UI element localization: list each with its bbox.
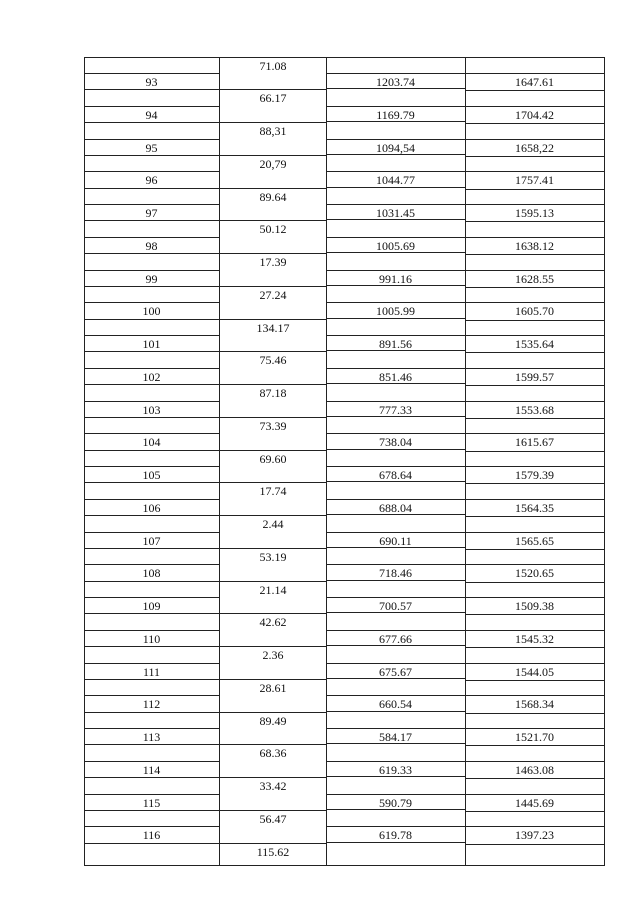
table-row-rule bbox=[326, 401, 605, 402]
table-row-rule bbox=[326, 237, 605, 238]
cell-col2: 17.39 bbox=[259, 255, 287, 269]
table-row-rule bbox=[84, 384, 326, 385]
table-row-rule bbox=[326, 564, 605, 565]
table-row-rule bbox=[326, 826, 605, 827]
table-row-rule bbox=[84, 728, 219, 729]
cell-col2: 134.17 bbox=[256, 321, 290, 335]
cell-col3: 1169.79 bbox=[376, 108, 415, 122]
table-row-rule bbox=[326, 466, 605, 467]
table-row-rule bbox=[84, 843, 326, 844]
table-row-rule bbox=[84, 433, 219, 434]
cell-col2: 73.39 bbox=[259, 419, 287, 433]
cell-col4: 1615.67 bbox=[515, 435, 554, 449]
cell-id: 114 bbox=[142, 763, 161, 777]
cell-col2: 21.14 bbox=[259, 583, 287, 597]
table-top-rule bbox=[84, 57, 605, 58]
cell-col2: 2.44 bbox=[262, 517, 284, 531]
table-vertical-rule bbox=[604, 57, 605, 865]
cell-col4: 1545.32 bbox=[515, 632, 554, 646]
cell-col2: 68.36 bbox=[259, 746, 287, 760]
cell-col4: 1535.64 bbox=[515, 337, 554, 351]
table-row-rule bbox=[84, 712, 326, 713]
cell-col2: 88,31 bbox=[259, 124, 287, 138]
cell-id: 102 bbox=[142, 370, 161, 384]
first-col2-value: 71.08 bbox=[259, 59, 287, 73]
table-row-rule bbox=[326, 302, 605, 303]
cell-id: 98 bbox=[145, 239, 158, 253]
table-row-rule bbox=[326, 318, 465, 319]
cell-col2: 66.17 bbox=[259, 91, 287, 105]
cell-col3: 677.66 bbox=[379, 632, 412, 646]
cell-col4: 1757.41 bbox=[515, 173, 554, 187]
table-row-rule bbox=[465, 254, 605, 255]
table-row-rule bbox=[84, 171, 219, 172]
table-row-rule bbox=[326, 728, 605, 729]
table-row-rule bbox=[84, 73, 219, 74]
table-row-rule bbox=[326, 597, 605, 598]
table-row-rule bbox=[84, 663, 219, 664]
table-row-rule bbox=[326, 139, 605, 140]
table-row-rule bbox=[84, 532, 219, 533]
table-row-rule bbox=[326, 433, 605, 434]
cell-col3: 590.79 bbox=[379, 796, 412, 810]
cell-col3: 1203.74 bbox=[376, 75, 415, 89]
cell-col4: 1565.65 bbox=[515, 534, 554, 548]
cell-col4: 1445.69 bbox=[515, 796, 554, 810]
cell-id: 100 bbox=[142, 304, 161, 318]
table-row-rule bbox=[465, 156, 605, 157]
table-row-rule bbox=[84, 646, 326, 647]
table-row-rule bbox=[465, 287, 605, 288]
table-row-rule bbox=[84, 777, 326, 778]
cell-col4: 1564.35 bbox=[515, 501, 554, 515]
table-row-rule bbox=[84, 204, 219, 205]
table-row-rule bbox=[326, 499, 605, 500]
cell-col4: 1704.42 bbox=[515, 108, 554, 122]
cell-col4: 1599.57 bbox=[515, 370, 554, 384]
cell-col3: 891.56 bbox=[379, 337, 412, 351]
cell-col3: 678.64 bbox=[379, 468, 412, 482]
table-row-rule bbox=[326, 106, 605, 107]
cell-col4: 1605.70 bbox=[515, 304, 554, 318]
table-row-rule bbox=[84, 401, 219, 402]
table-row-rule bbox=[326, 171, 605, 172]
table-row-rule bbox=[84, 761, 219, 762]
table-row-rule bbox=[326, 695, 605, 696]
table-row-rule bbox=[84, 155, 326, 156]
cell-col2: 115.62 bbox=[256, 845, 290, 859]
cell-col3: 619.33 bbox=[379, 763, 412, 777]
cell-id: 110 bbox=[142, 632, 161, 646]
cell-id: 109 bbox=[142, 599, 161, 613]
cell-col3: 1005.99 bbox=[376, 304, 415, 318]
cell-col4: 1520.65 bbox=[515, 566, 554, 580]
cell-col4: 1463.08 bbox=[515, 763, 554, 777]
table-row-rule bbox=[465, 844, 605, 845]
table-row-rule bbox=[465, 483, 605, 484]
table-row-rule bbox=[326, 761, 605, 762]
cell-col2: 69.60 bbox=[259, 452, 287, 466]
cell-col3: 619.78 bbox=[379, 828, 412, 842]
cell-id: 96 bbox=[145, 173, 158, 187]
table-bottom-rule bbox=[84, 865, 605, 866]
table-row-rule bbox=[84, 613, 326, 614]
table-row-rule bbox=[326, 663, 605, 664]
table-row-rule bbox=[84, 597, 219, 598]
cell-col4: 1579.39 bbox=[515, 468, 554, 482]
table-row-rule bbox=[326, 187, 465, 188]
table-row-rule bbox=[465, 352, 605, 353]
table-row-rule bbox=[84, 253, 326, 254]
table-row-rule bbox=[84, 794, 219, 795]
table-row-rule bbox=[84, 335, 219, 336]
cell-col4: 1544.05 bbox=[515, 665, 554, 679]
cell-id: 104 bbox=[142, 435, 161, 449]
cell-col4: 1397.23 bbox=[515, 828, 554, 842]
table-row-rule bbox=[84, 482, 326, 483]
cell-col3: 675.67 bbox=[379, 665, 412, 679]
table-row-rule bbox=[326, 204, 605, 205]
cell-col3: 690.11 bbox=[379, 534, 412, 548]
table-row-rule bbox=[326, 532, 605, 533]
table-row-rule bbox=[84, 188, 326, 189]
table-row-rule bbox=[326, 711, 465, 712]
table-row-rule bbox=[84, 499, 219, 500]
table-row-rule bbox=[465, 614, 605, 615]
cell-col2: 42.62 bbox=[259, 615, 287, 629]
cell-col2: 17.74 bbox=[259, 484, 287, 498]
table-row-rule bbox=[84, 139, 219, 140]
cell-col4: 1553.68 bbox=[515, 403, 554, 417]
cell-col2: 27.24 bbox=[259, 288, 287, 302]
table-row-rule bbox=[84, 450, 326, 451]
table-row-rule bbox=[84, 106, 219, 107]
table-row-rule bbox=[465, 189, 605, 190]
table-row-rule bbox=[326, 270, 605, 271]
table-row-rule bbox=[84, 564, 219, 565]
table-row-rule bbox=[465, 713, 605, 714]
table-row-rule bbox=[84, 220, 326, 221]
table-row-rule bbox=[84, 466, 219, 467]
table-row-rule bbox=[84, 417, 326, 418]
table-row-rule bbox=[465, 221, 605, 222]
table-row-rule bbox=[84, 826, 219, 827]
table-row-rule bbox=[465, 385, 605, 386]
cell-col2: 56.47 bbox=[259, 812, 287, 826]
table-row-rule bbox=[326, 580, 465, 581]
table-row-rule bbox=[326, 335, 605, 336]
cell-id: 97 bbox=[145, 206, 158, 220]
cell-col2: 75.46 bbox=[259, 353, 287, 367]
cell-col4: 1521.70 bbox=[515, 730, 554, 744]
table-row-rule bbox=[84, 368, 219, 369]
cell-id: 116 bbox=[142, 828, 161, 842]
table-vertical-rule bbox=[465, 57, 466, 865]
table-row-rule bbox=[465, 778, 605, 779]
cell-id: 113 bbox=[142, 730, 161, 744]
cell-col3: 718.46 bbox=[379, 566, 412, 580]
table-row-rule bbox=[84, 581, 326, 582]
cell-col3: 1094,54 bbox=[376, 141, 415, 155]
table-row-rule bbox=[84, 237, 219, 238]
cell-id: 103 bbox=[142, 403, 161, 417]
table-row-rule bbox=[84, 270, 219, 271]
cell-col3: 660.54 bbox=[379, 697, 412, 711]
cell-col2: 28.61 bbox=[259, 681, 287, 695]
table-row-rule bbox=[465, 745, 605, 746]
table-row-rule bbox=[84, 515, 326, 516]
table-row-rule bbox=[84, 89, 326, 90]
table-row-rule bbox=[465, 90, 605, 91]
table-row-rule bbox=[465, 451, 605, 452]
cell-col3: 1031.45 bbox=[376, 206, 415, 220]
cell-col4: 1647.61 bbox=[515, 75, 554, 89]
cell-id: 101 bbox=[142, 337, 161, 351]
table-row-rule bbox=[326, 794, 605, 795]
cell-id: 93 bbox=[145, 75, 158, 89]
cell-id: 107 bbox=[142, 534, 161, 548]
table-row-rule bbox=[326, 842, 465, 843]
table-row-rule bbox=[84, 695, 219, 696]
cell-id: 105 bbox=[142, 468, 161, 482]
table-row-rule bbox=[326, 73, 605, 74]
cell-id: 108 bbox=[142, 566, 161, 580]
cell-col3: 700.57 bbox=[379, 599, 412, 613]
cell-col3: 1005.69 bbox=[376, 239, 415, 253]
cell-col2: 89.64 bbox=[259, 190, 287, 204]
table-row-rule bbox=[84, 319, 326, 320]
table-row-rule bbox=[84, 548, 326, 549]
table-row-rule bbox=[84, 286, 326, 287]
cell-id: 94 bbox=[145, 108, 158, 122]
cell-col3: 738.04 bbox=[379, 435, 412, 449]
cell-col4: 1628.55 bbox=[515, 272, 554, 286]
cell-id: 111 bbox=[142, 665, 161, 679]
cell-id: 106 bbox=[142, 501, 161, 515]
cell-id: 95 bbox=[145, 141, 158, 155]
table-row-rule bbox=[84, 810, 326, 811]
table-row-rule bbox=[465, 123, 605, 124]
table-row-rule bbox=[326, 449, 465, 450]
table-row-rule bbox=[465, 811, 605, 812]
table-row-rule bbox=[465, 320, 605, 321]
cell-col3: 851.46 bbox=[379, 370, 412, 384]
cell-col3: 584.17 bbox=[379, 730, 412, 744]
table-row-rule bbox=[465, 549, 605, 550]
table-row-rule bbox=[465, 418, 605, 419]
cell-col3: 1044.77 bbox=[376, 173, 415, 187]
cell-col2: 50.12 bbox=[259, 222, 287, 236]
table-row-rule bbox=[84, 351, 326, 352]
cell-col2: 2.36 bbox=[262, 648, 284, 662]
cell-id: 115 bbox=[142, 796, 161, 810]
cell-id: 99 bbox=[145, 272, 158, 286]
table-row-rule bbox=[84, 744, 326, 745]
table-row-rule bbox=[84, 122, 326, 123]
cell-col2: 33.42 bbox=[259, 779, 287, 793]
cell-col4: 1595.13 bbox=[515, 206, 554, 220]
table-row-rule bbox=[84, 630, 219, 631]
table-row-rule bbox=[465, 680, 605, 681]
cell-col4: 1568.34 bbox=[515, 697, 554, 711]
table-row-rule bbox=[465, 647, 605, 648]
cell-col3: 991.16 bbox=[379, 272, 412, 286]
cell-col2: 20,79 bbox=[259, 157, 287, 171]
table-row-rule bbox=[84, 679, 326, 680]
table-row-rule bbox=[465, 516, 605, 517]
table-row-rule bbox=[326, 630, 605, 631]
table-row-rule bbox=[465, 582, 605, 583]
cell-col3: 777.33 bbox=[379, 403, 412, 417]
cell-id: 112 bbox=[142, 697, 161, 711]
cell-col2: 87.18 bbox=[259, 386, 287, 400]
cell-col4: 1638.12 bbox=[515, 239, 554, 253]
cell-col2: 89.49 bbox=[259, 714, 287, 728]
cell-col4: 1509.38 bbox=[515, 599, 554, 613]
cell-col4: 1658,22 bbox=[515, 141, 554, 155]
cell-col3: 688.04 bbox=[379, 501, 412, 515]
cell-col2: 53.19 bbox=[259, 550, 287, 564]
table-row-rule bbox=[84, 302, 219, 303]
table-row-rule bbox=[326, 368, 605, 369]
